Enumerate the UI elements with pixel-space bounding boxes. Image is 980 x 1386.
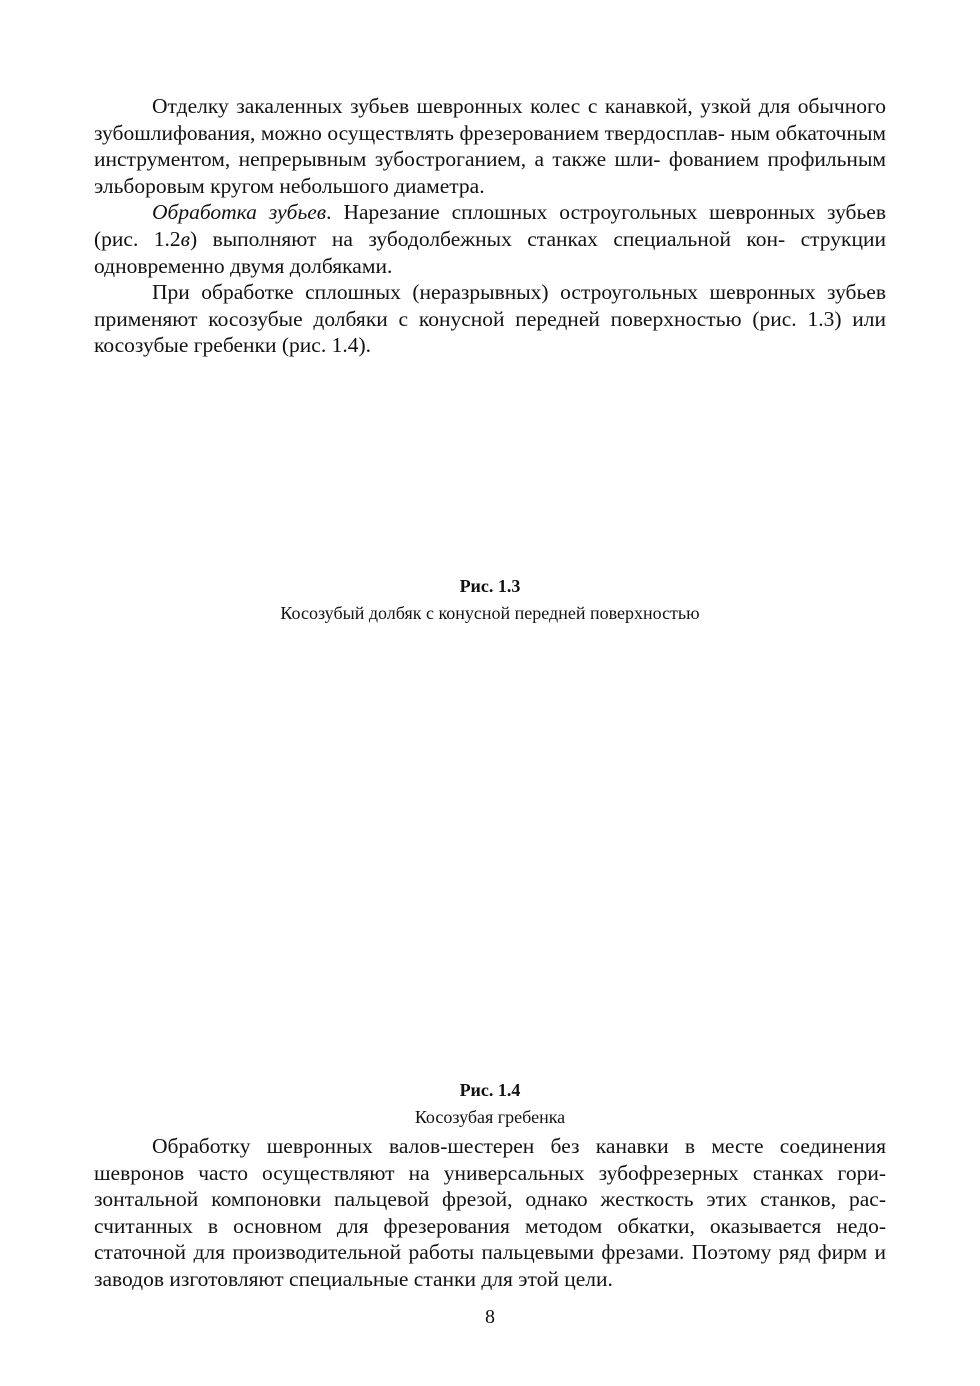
text-line: (рис. 1.3) или косозубые гребенки (рис. 1.4). [94, 306, 887, 358]
figure-1-4-number: Рис. 1.4 [459, 1080, 521, 1100]
bottom-text-block [94, 1133, 886, 1293]
paragraph-finishing [94, 93, 886, 199]
text-line: шевронов часто осуществляют на универсальных зубофрезерных станках гори- [94, 1160, 886, 1185]
text-line: ным обкаточным инструментом, непрерывным зубостроганием, а также шли- [94, 120, 887, 172]
italic-fragment: в [180, 226, 190, 251]
text-fragment: . Нарезание сплошных остроугольных шевронных [326, 200, 816, 225]
figure-1-3-number: Рис. 1.3 [459, 576, 521, 596]
text-line: Обработку шевронных валов-шестерен без канавки в месте соединения [152, 1134, 886, 1158]
top-text-block [94, 93, 886, 359]
text-line: фирм и заводов изготовляют специальные станки для этой цели. [94, 1240, 886, 1291]
figure-1-4-area [94, 640, 886, 1070]
text-line: фованием профильным эльборовым кругом небольшого диаметра. [94, 147, 886, 198]
paragraph-solid-teeth [94, 279, 886, 359]
text-line: статочной для производительной работы пальцевыми фрезами. Поэтому ряд [94, 1240, 811, 1265]
text-line: зубьев применяют косозубые долбяки с конусной передней поверхностью [94, 280, 886, 331]
text-line: считанных в основном для фрезерования методом обкатки, оказывается недо- [94, 1213, 886, 1238]
text-line: зонтальной компоновки пальцевой фрезой, однако жесткость этих станков, рас- [94, 1187, 886, 1212]
figure-1-3-area [94, 380, 886, 570]
italic-heading: Обработка зубьев [152, 200, 327, 225]
figure-1-3-title: Косозубый долбяк с конусной передней поверхностью [280, 603, 700, 623]
page-number: 8 [485, 1306, 495, 1328]
paragraph-shaft-gears [94, 1133, 886, 1293]
paragraph-teeth-processing [94, 199, 886, 279]
text-line: струкции одновременно двумя долбяками. [94, 226, 886, 278]
text-fragment: зубьев (рис. 1.2 [94, 200, 886, 251]
text-line: При обработке сплошных (неразрывных) остроугольных шевронных [152, 280, 816, 305]
text-line: обычного зубошлифования, можно осуществлять фрезерованием твердосплав- [94, 94, 886, 145]
text-fragment: ) выполняют на зубодолбежных станках специальной кон- [189, 226, 786, 251]
text-line: Отделку закаленных зубьев шевронных колес с канавкой, узкой для [152, 94, 791, 118]
figure-1-4-title: Косозубая гребенка [414, 1107, 566, 1127]
